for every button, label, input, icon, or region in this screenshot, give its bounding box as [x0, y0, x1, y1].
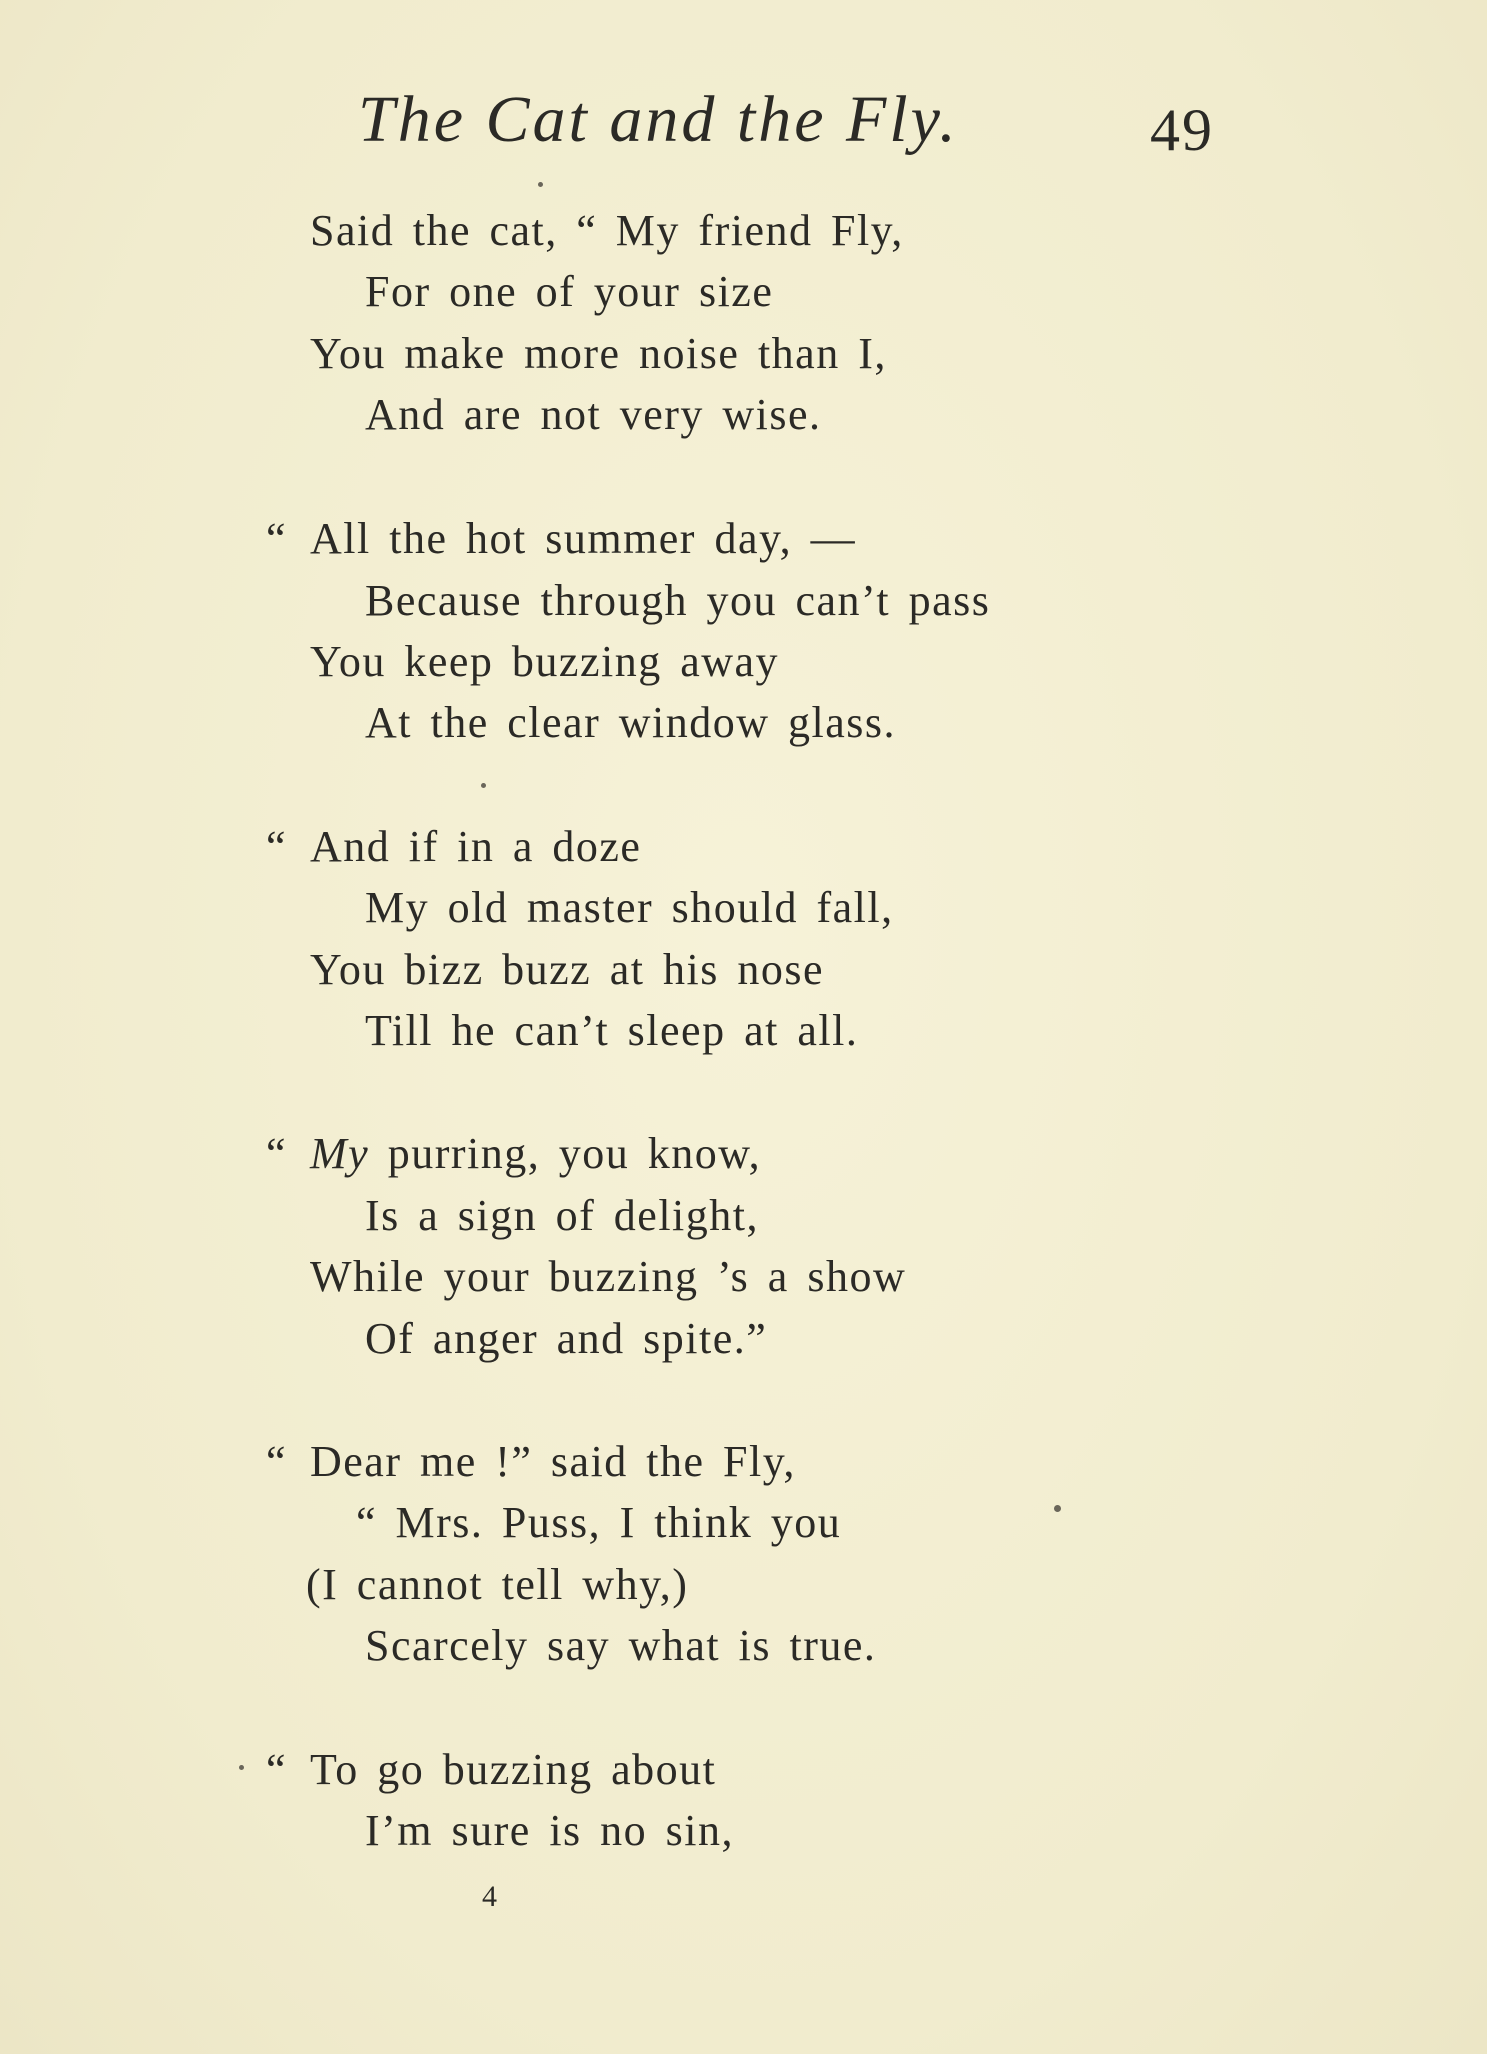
poem-line: While your buzzing ’s a show — [310, 1252, 907, 1301]
paper-speck — [538, 182, 543, 187]
poem-line: And are not very wise. — [365, 390, 822, 439]
emphasized-word: My — [310, 1129, 370, 1178]
poem-line: Scarcely say what is true. — [365, 1621, 877, 1670]
poem-line: I’m sure is no sin, — [365, 1806, 735, 1855]
opening-quote-mark: “ — [266, 1129, 288, 1178]
page-number: 49 — [1150, 97, 1214, 163]
poem-line: Because through you can’t pass — [365, 576, 991, 625]
poem-line: All the hot summer day, — — [310, 514, 857, 563]
poem-line: For one of your size — [365, 267, 774, 316]
poem-line: “ Mrs. Puss, I think you — [356, 1498, 842, 1547]
opening-quote-mark: “ — [266, 822, 288, 871]
paper-speck — [239, 1765, 244, 1770]
poem-line-rest: purring, you know, — [369, 1129, 762, 1178]
poem-line: At the clear window glass. — [365, 698, 896, 747]
poem-line: Dear me !” said the Fly, — [310, 1437, 796, 1486]
opening-quote-mark: “ — [266, 1745, 288, 1794]
opening-quote-mark: “ — [266, 514, 288, 563]
poem-line: To go buzzing about — [310, 1745, 717, 1794]
poem-line: And if in a doze — [310, 822, 642, 871]
opening-quote-mark: “ — [266, 1437, 288, 1486]
poem-line: Till he can’t sleep at all. — [365, 1006, 859, 1055]
poem-line: Said the cat, “ My friend Fly, — [310, 206, 904, 255]
poem-line: Of anger and spite.” — [365, 1314, 768, 1363]
poem-line — [310, 1128, 761, 1179]
poem-line: Is a sign of delight, — [365, 1191, 760, 1240]
poem-line: (I cannot tell why,) — [306, 1560, 689, 1609]
paper-speck — [481, 783, 486, 788]
paper-speck — [1054, 1505, 1061, 1512]
poem-line: You keep buzzing away — [310, 637, 780, 686]
poem-line: You make more noise than I, — [310, 329, 887, 378]
running-head-title: The Cat and the Fly. — [358, 83, 959, 156]
poem-line: My old master should fall, — [365, 883, 894, 932]
printer-signature-mark: 4 — [482, 1880, 497, 1913]
poem-line: You bizz buzz at his nose — [310, 945, 824, 994]
